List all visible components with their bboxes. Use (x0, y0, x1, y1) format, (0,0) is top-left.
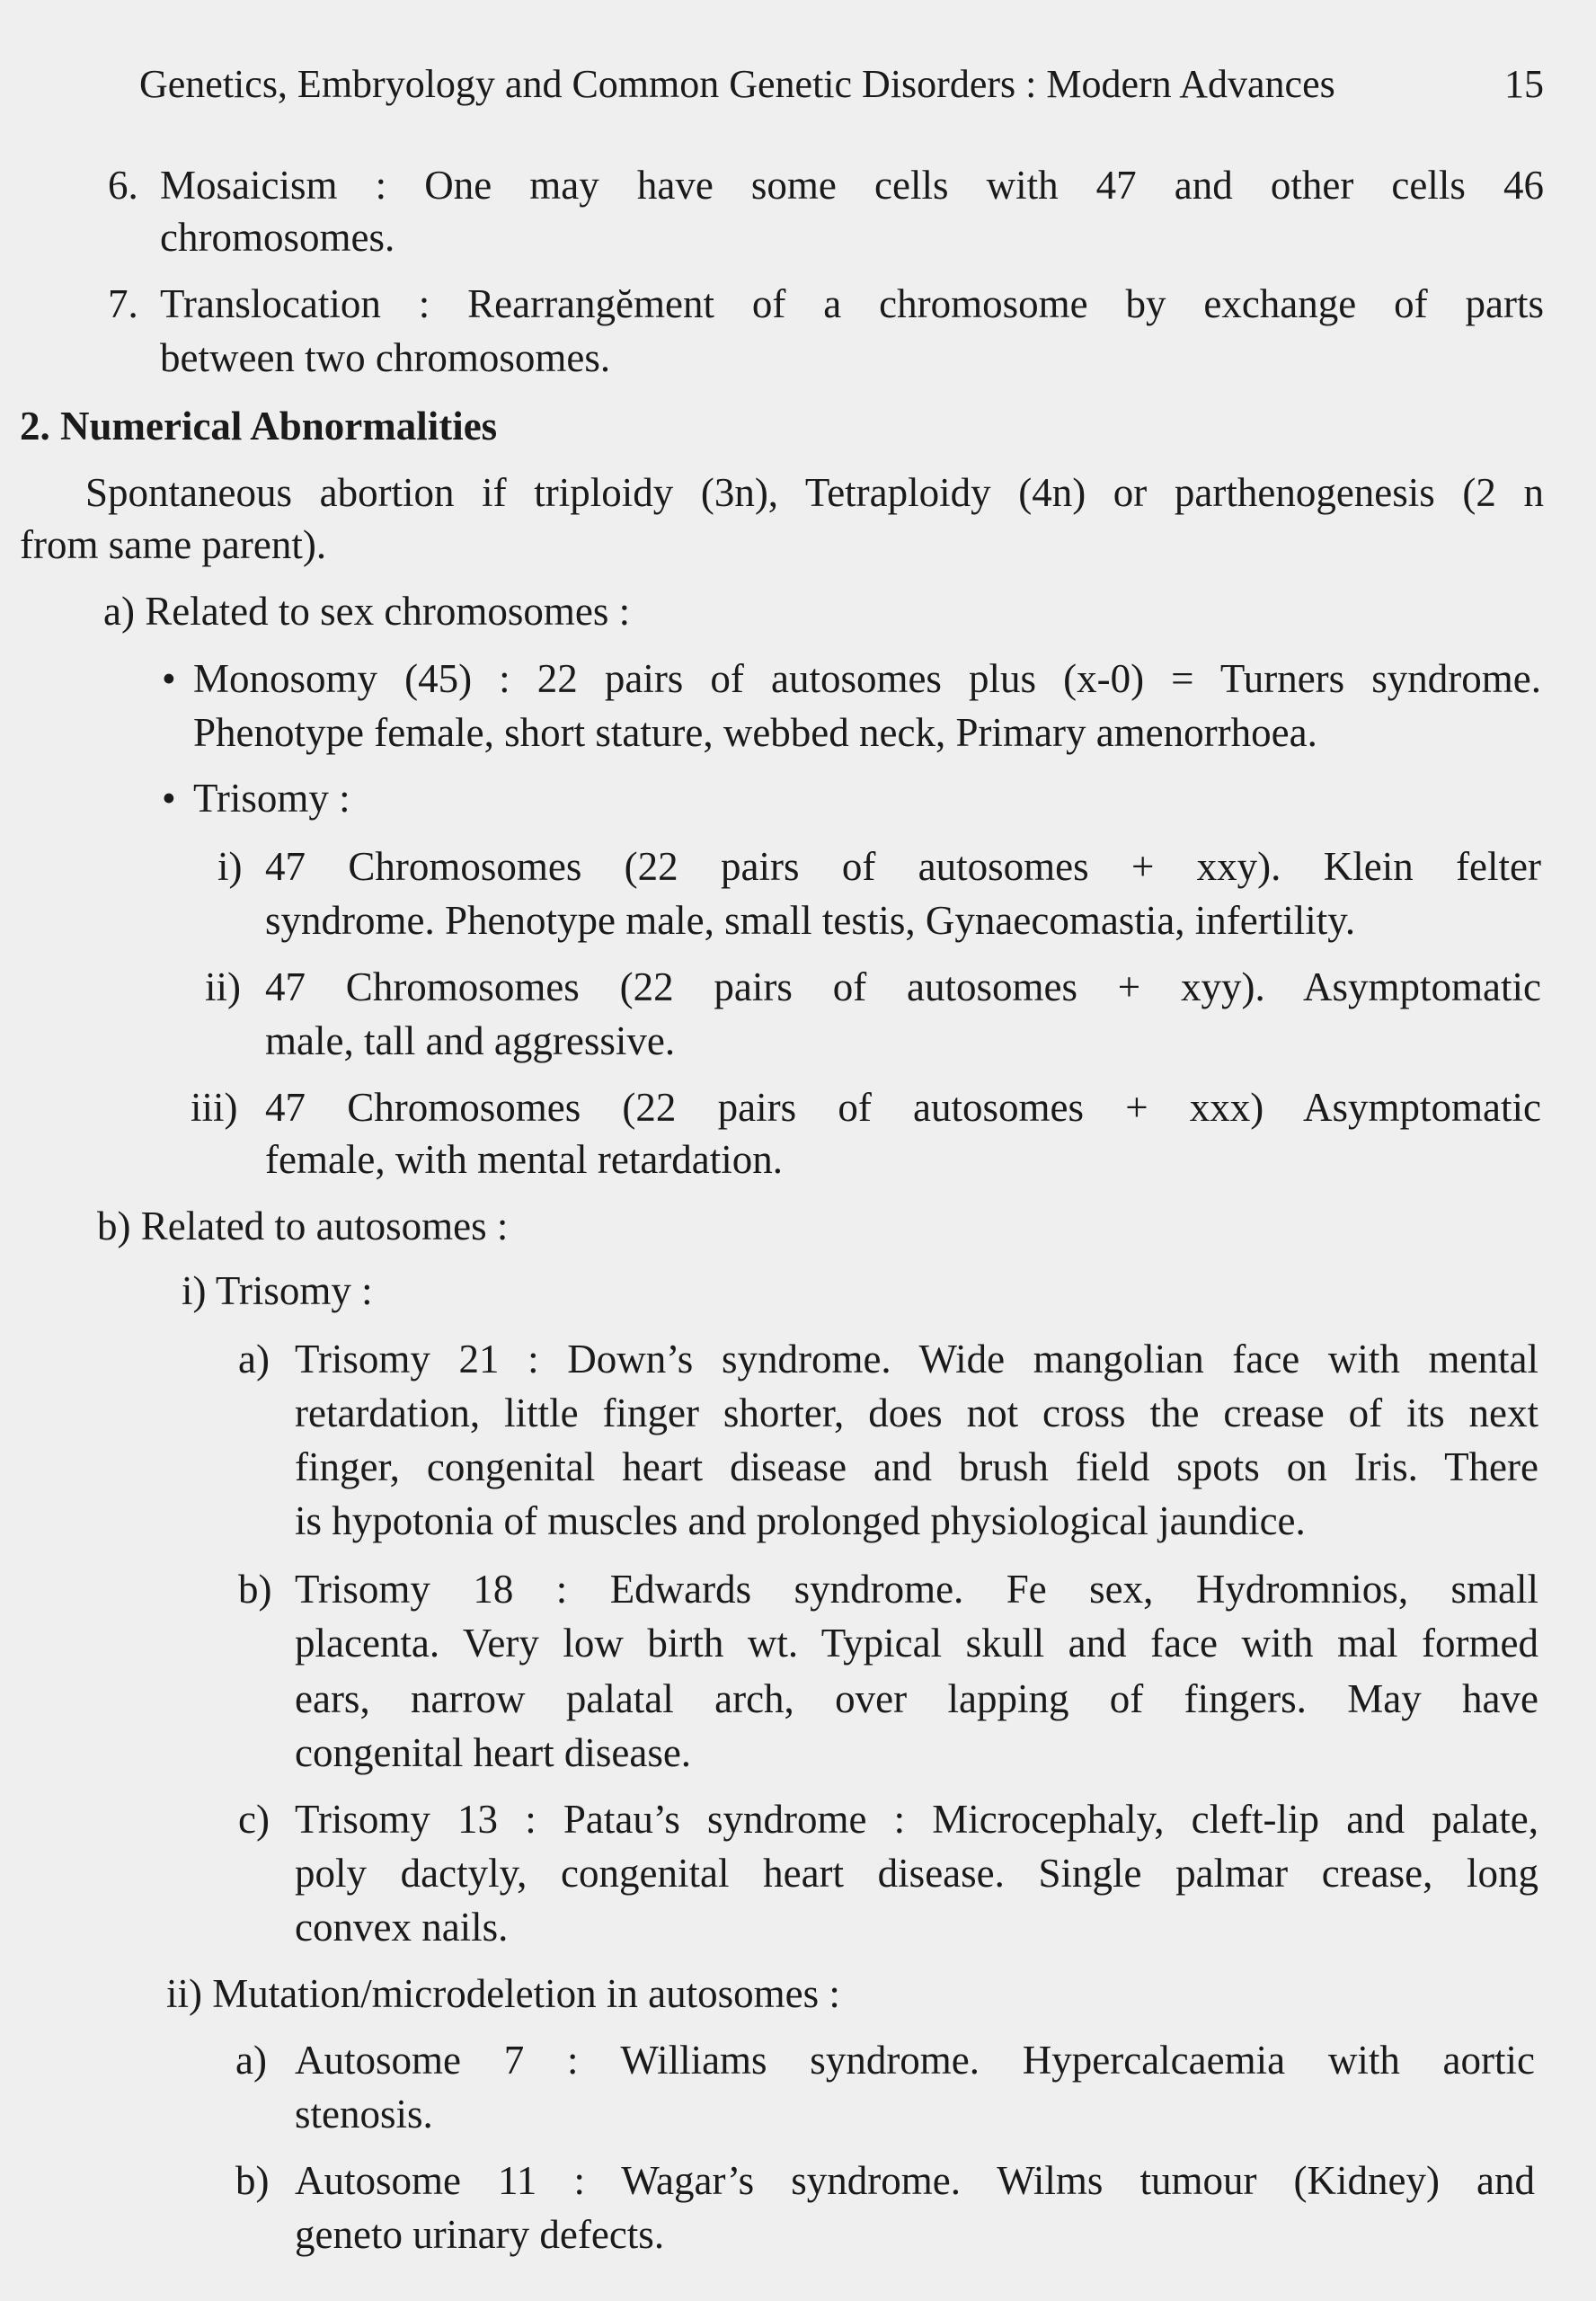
list-number: i) (217, 844, 243, 889)
trisomy-18-text: placenta. Very low birth wt. Typical skull and face with mal formed (295, 1621, 1538, 1666)
autosome-7-text: Autosome 7 : Williams syndrome. Hypercalcaemia with aortic (295, 2038, 1535, 2083)
bullet-icon: • (162, 656, 176, 701)
sub-heading-trisomy: i) Trisomy : (182, 1268, 373, 1313)
trisomy-label: Trisomy : (193, 776, 350, 821)
list-number: b) (235, 2158, 270, 2203)
header-title: Genetics, Embryology and Common Genetic Disorders : Modern Advances (139, 62, 1335, 106)
translocation-text: between two chromosomes. (160, 335, 611, 380)
bullet-icon: • (162, 776, 176, 821)
item-number: 7. (108, 281, 138, 326)
subsection-heading: a) Related to sex chromosomes : (103, 589, 631, 634)
autosome-7-text: stenosis. (295, 2092, 433, 2137)
trisomy-xyy-text: 47 Chromosomes (22 pairs of autosomes + xyy). Asymptomatic (265, 964, 1541, 1009)
trisomy-xxx-text: 47 Chromosomes (22 pairs of autosomes + xxx) Asymptomatic (265, 1085, 1541, 1130)
trisomy-xxy-text: 47 Chromosomes (22 pairs of autosomes + xxy). Klein felter (265, 844, 1541, 889)
trisomy-13-text: convex nails. (295, 1905, 509, 1950)
trisomy-13-text: Trisomy 13 : Patau’s syndrome : Microcephaly, cleft-lip and palate, (295, 1797, 1538, 1842)
mosaicism-text: chromosomes. (160, 215, 395, 260)
monosomy-text: Monosomy (45) : 22 pairs of autosomes plus (x-0) = Turners syndrome. (193, 656, 1541, 701)
list-number: b) (238, 1567, 272, 1612)
item-number: 6. (108, 163, 138, 208)
mosaicism-text: Mosaicism : One may have some cells with 47 and other cells 46 (160, 163, 1544, 208)
trisomy-xxy-text: syndrome. Phenotype male, small testis, Gynaecomastia, infertility. (265, 898, 1356, 943)
trisomy-18-text: Trisomy 18 : Edwards syndrome. Fe sex, Hydromnios, small (295, 1567, 1538, 1612)
list-number: ii) (205, 964, 241, 1009)
list-number: a) (238, 1337, 270, 1381)
trisomy-xyy-text: male, tall and aggressive. (265, 1018, 676, 1063)
trisomy-21-text: finger, congenital heart disease and brush field spots on Iris. There (295, 1444, 1538, 1489)
trisomy-xxx-text: female, with mental retardation. (265, 1137, 784, 1182)
section-heading: 2. Numerical Abnormalities (20, 404, 498, 449)
autosome-11-text: Autosome 11 : Wagar’s syndrome. Wilms tumour (Kidney) and (295, 2158, 1535, 2203)
sub-heading-mutation: ii) Mutation/microdeletion in autosomes : (166, 1971, 840, 2016)
list-number: iii) (191, 1085, 238, 1130)
trisomy-13-text: poly dactyly, congenital heart disease. Single palmar crease, long (295, 1851, 1538, 1896)
list-number: a) (235, 2038, 267, 2083)
subsection-heading: b) Related to autosomes : (97, 1204, 509, 1248)
translocation-text: Translocation : Rearrangĕment of a chromosome by exchange of parts (160, 281, 1544, 326)
autosome-11-text: geneto urinary defects. (295, 2212, 665, 2257)
trisomy-21-text: Trisomy 21 : Down’s syndrome. Wide mangolian face with mental (295, 1337, 1538, 1381)
trisomy-21-text: is hypotonia of muscles and prolonged physiological jaundice. (295, 1498, 1306, 1543)
intro-text: from same parent). (20, 522, 327, 567)
intro-text: Spontaneous abortion if triploidy (3n), Tetraploidy (4n) or parthenogenesis (2 n (85, 470, 1544, 515)
trisomy-18-text: congenital heart disease. (295, 1730, 692, 1775)
trisomy-21-text: retardation, little finger shorter, does not cross the crease of its next (295, 1390, 1538, 1435)
list-number: c) (238, 1797, 270, 1842)
trisomy-18-text: ears, narrow palatal arch, over lapping of fingers. May have (295, 1676, 1538, 1721)
page-number: 15 (1504, 62, 1544, 106)
monosomy-text: Phenotype female, short stature, webbed neck, Primary amenorrhoea. (193, 710, 1317, 755)
